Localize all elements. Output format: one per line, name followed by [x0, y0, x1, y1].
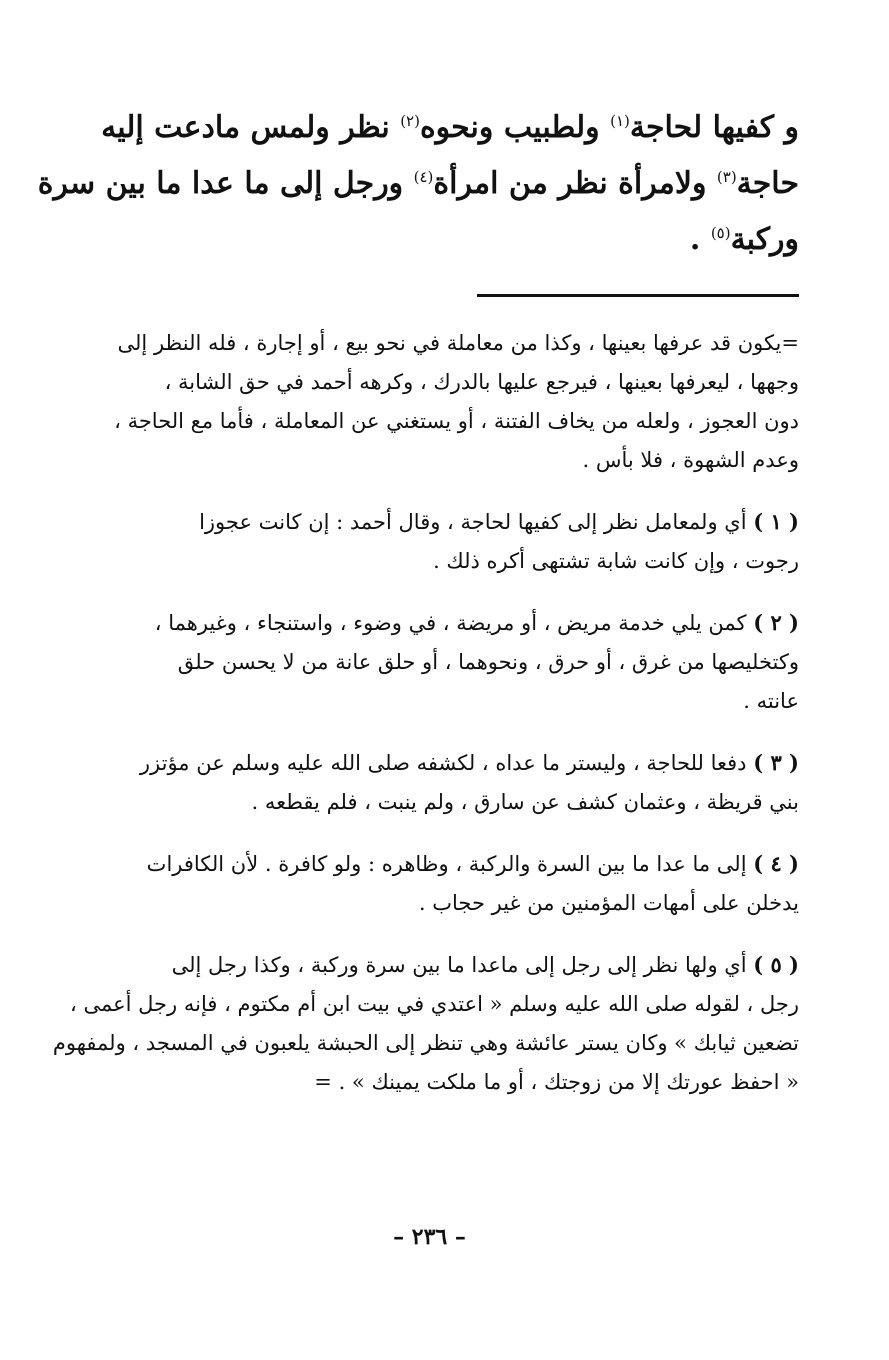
footnote-number: ( ١ ) — [753, 509, 799, 534]
main-text-segment: ورجل إلى ما عدا ما بين سرة — [37, 166, 414, 201]
footnote-text: إلى ما عدا ما بين السرة والركبة ، وظاهره : ولو كافرة . لأن الكافرات — [146, 852, 754, 876]
footnote-number: ( ٣ ) — [753, 750, 799, 775]
book-page — [37, 100, 799, 1250]
footnote-ref: (٥) — [710, 224, 731, 242]
footnote-ref: (٢) — [400, 112, 420, 130]
main-text-line — [60, 212, 799, 268]
footnote-line — [60, 945, 799, 985]
footnote-separator — [477, 294, 799, 297]
footnote-line: دون العجوز ، ولعله من يخاف الفتنة ، أو يستغني عن المعاملة ، فأما مع الحاجة ، — [114, 409, 799, 433]
main-text-segment: وركبة — [730, 222, 799, 257]
footnote-text: أي ولمعامل نظر إلى كفيها لحاجة ، وقال أحمد : إن كانت عجوزا — [199, 510, 754, 534]
footnote-ref: (١) — [610, 112, 630, 130]
footnote-line: يدخلن على أمهات المؤمنين من غير حجاب . — [418, 891, 799, 915]
footnote-2 — [60, 603, 799, 721]
footnote-1 — [60, 502, 799, 581]
footnote-line: وجهها ، ليعرفها بعينها ، فيرجع عليها بالدرك ، وكرهه أحمد في حق الشابة ، — [164, 370, 799, 394]
footnote-number: ( ٢ ) — [753, 610, 799, 635]
page-number: – ٢٣٦ – — [393, 1224, 466, 1250]
footnote-number: ( ٤ ) — [753, 851, 799, 876]
footnote-ref: (٤) — [413, 168, 434, 186]
footnote-line: بني قريظة ، وعثمان كشف عن سارق ، ولم ينبت ، فلم يقطعه . — [251, 790, 799, 814]
footnote-line — [60, 743, 799, 783]
footnote-number: ( ٥ ) — [753, 952, 799, 977]
footnote-line — [60, 844, 799, 884]
footnote-line: وعدم الشهوة ، فلا بأس . — [582, 448, 799, 472]
main-text-line — [37, 156, 799, 212]
footnote-line: عانته . — [743, 689, 799, 713]
footnote-line: رجوت ، وإن كانت شابة تشتهى أكره ذلك . — [433, 549, 799, 573]
footnote-continuation — [60, 324, 799, 480]
main-text-segment: و كفيها لحاجة — [629, 110, 799, 145]
footnote-text: كمن يلي خدمة مريض ، أو مريضة ، في وضوء ، واستنجاء ، وغيرهما ، — [154, 611, 754, 635]
footnote-line — [60, 603, 799, 643]
footnote-line: وكتخليصها من غرق ، أو حرق ، ونحوهما ، أو حلق عانة من لا يحسن حلق — [177, 650, 799, 674]
footnote-line: « احفظ عورتك إلا من زوجتك ، أو ما ملكت يمينك » . = — [314, 1070, 799, 1094]
main-text-segment: ولامرأة نظر من امرأة — [433, 166, 717, 201]
footnote-line: رجل ، لقوله صلى الله عليه وسلم « اعتدي في بيت ابن أم مكتوم ، فإنه رجل أعمى ، — [70, 992, 799, 1016]
main-text-segment: حاجة — [736, 166, 799, 201]
footnote-text: دفعا للحاجة ، وليستر ما عداه ، لكشفه صلى الله عليه وسلم عن مؤتزر — [139, 751, 754, 775]
footnote-5 — [52, 945, 799, 1102]
footnote-line: =يكون قد عرفها بعينها ، وكذا من معاملة في نحو بيع ، أو إجارة ، فله النظر إلى — [117, 331, 799, 355]
main-text-segment: نظر ولمس مادعت إليه — [101, 110, 401, 145]
footnote-text: أي ولها نظر إلى رجل إلى ماعدا ما بين سرة وركبة ، وكذا رجل إلى — [171, 953, 754, 977]
main-text — [37, 100, 799, 268]
footnote-3 — [60, 743, 799, 822]
footnote-line — [60, 502, 799, 542]
footnote-4 — [60, 844, 799, 923]
main-text-segment: ولطبيب ونحوه — [419, 110, 611, 145]
footnote-ref: (٣) — [716, 168, 737, 186]
footnote-line: تضعين ثيابك » وكان يستر عائشة وهي تنظر إلى الحبشة يلعبون في المسجد ، ولمفهوم — [52, 1031, 799, 1055]
footnotes — [52, 324, 799, 1124]
main-text-segment: . — [689, 222, 711, 257]
main-text-line — [60, 100, 799, 156]
